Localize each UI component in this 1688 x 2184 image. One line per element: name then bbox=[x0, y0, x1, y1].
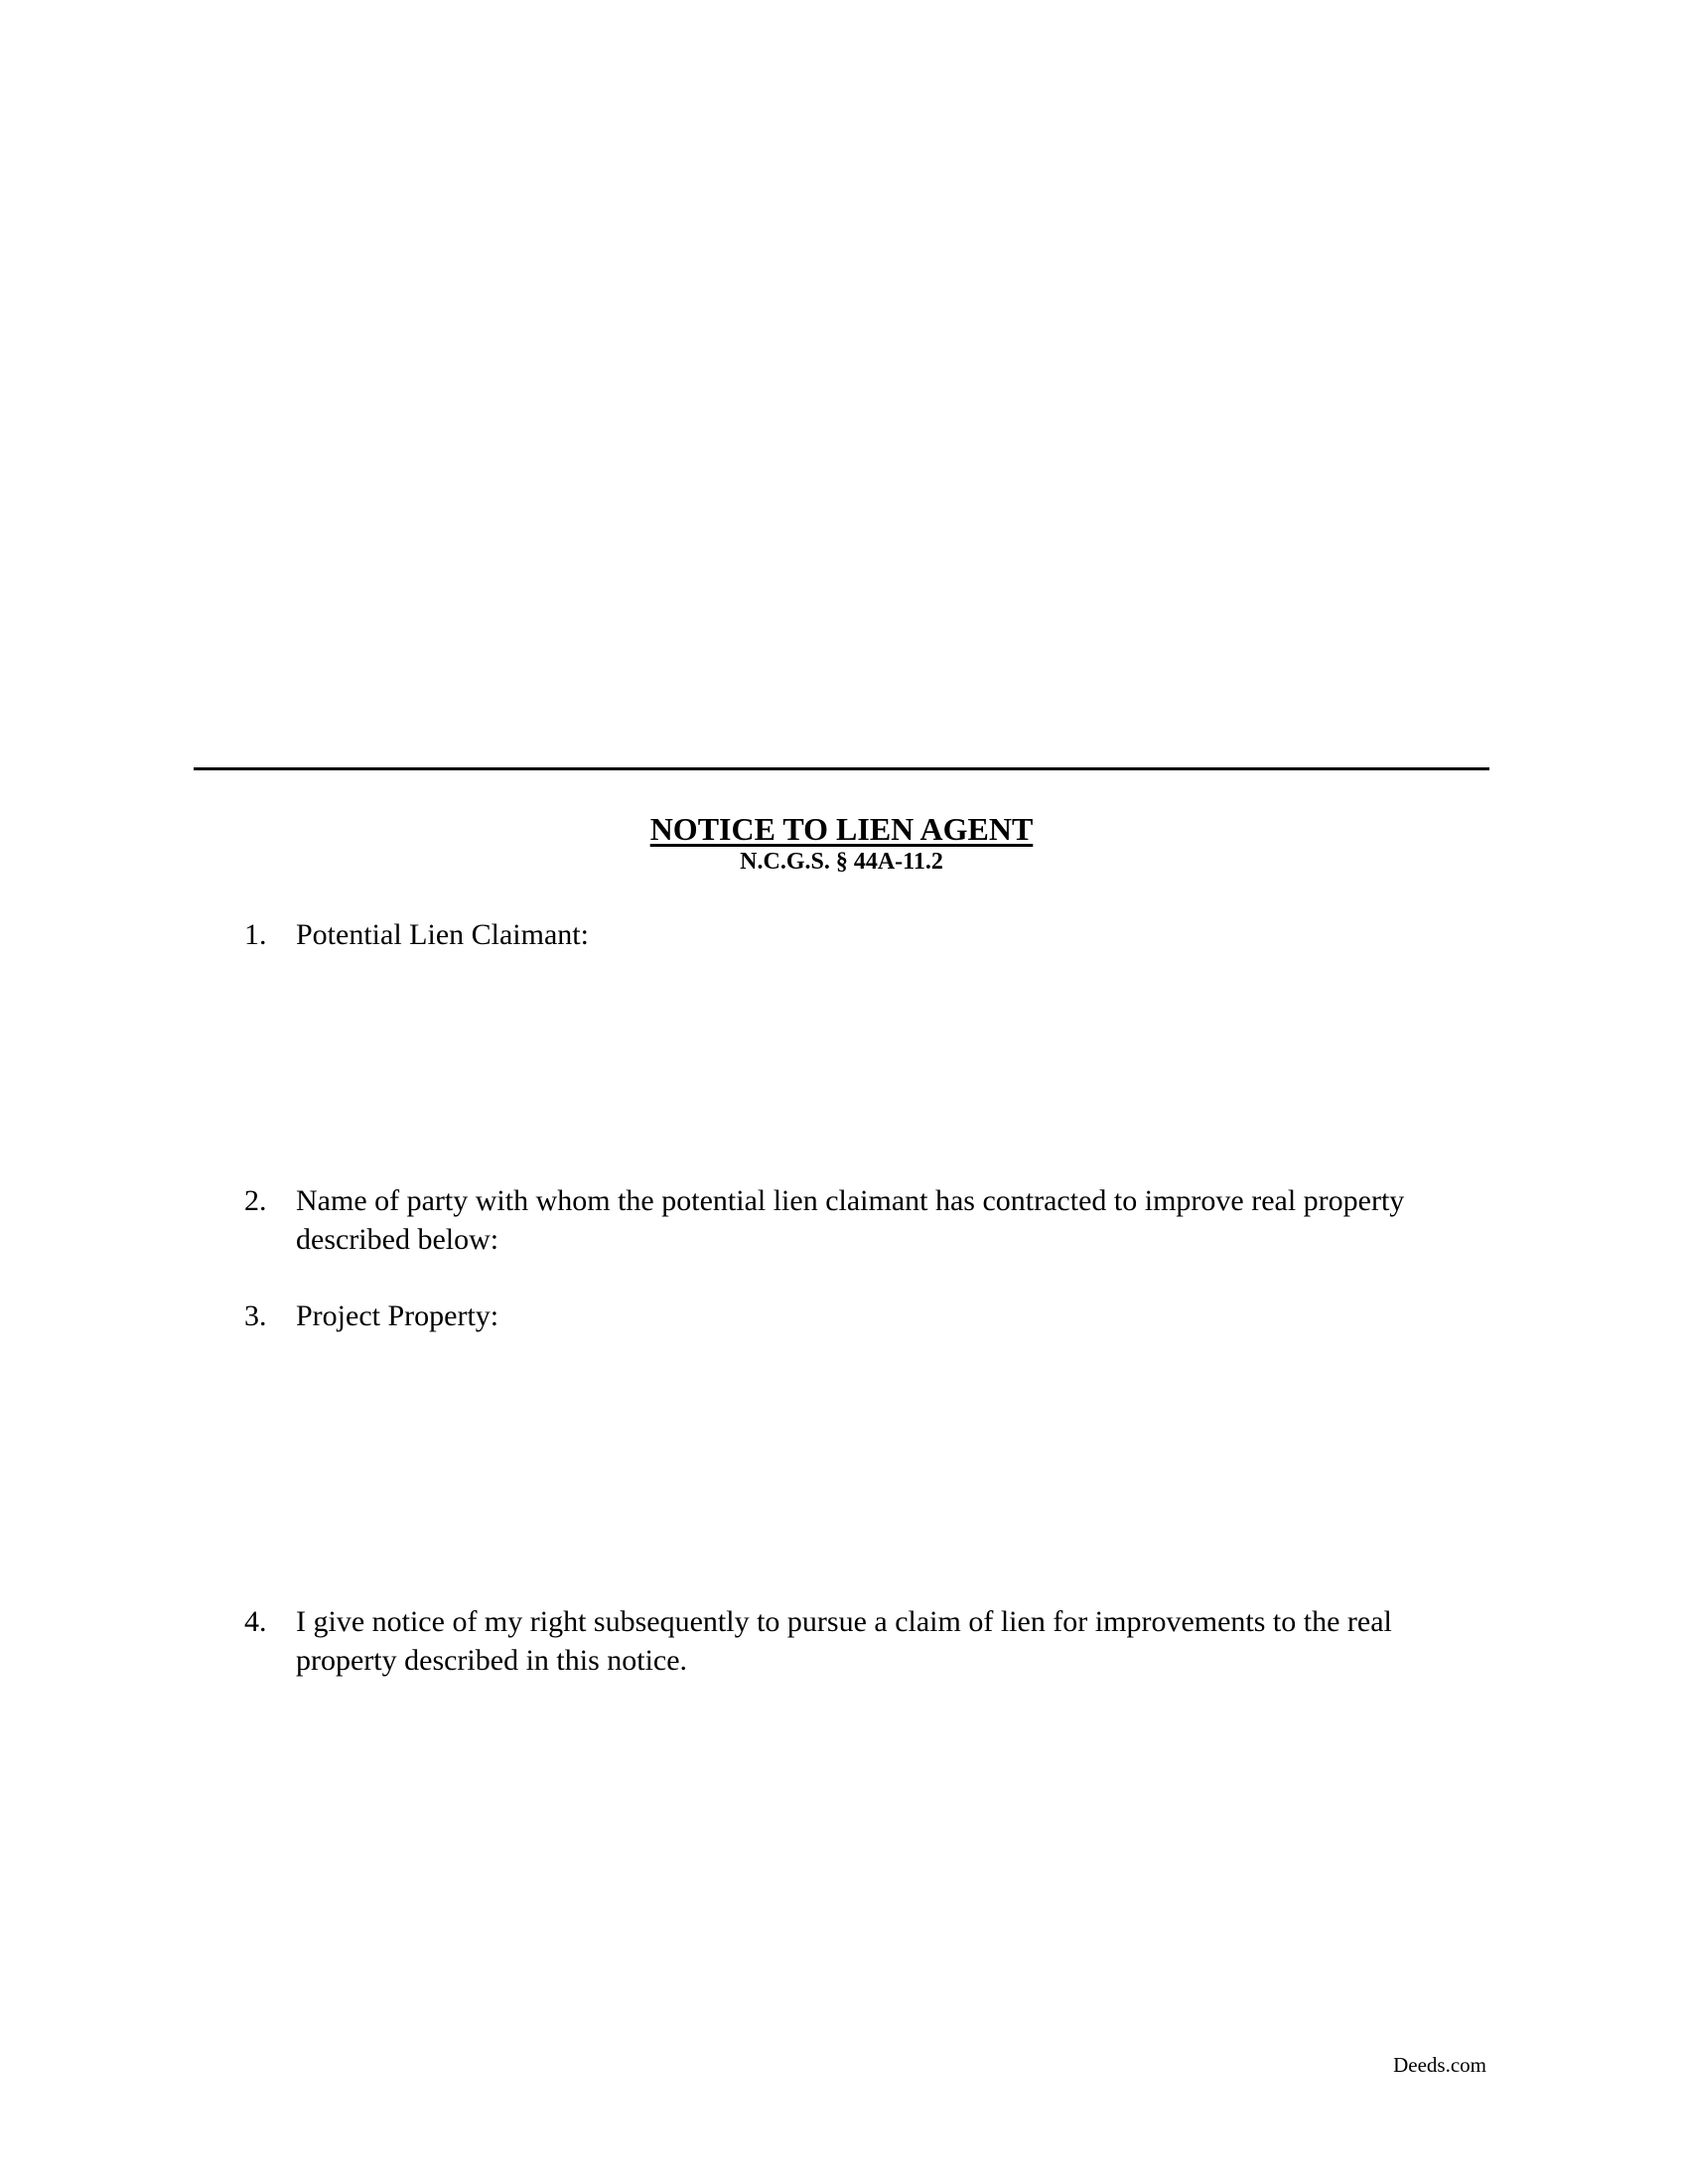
item-text: Name of party with whom the potential lien claimant has contracted to improve real property described below: bbox=[296, 1184, 1405, 1256]
header-divider-line bbox=[194, 767, 1489, 770]
document-title: NOTICE TO LIEN AGENT bbox=[649, 811, 1034, 847]
item-text: Potential Lien Claimant: bbox=[296, 918, 589, 951]
item-number: 3. bbox=[244, 1299, 267, 1332]
item-number: 2. bbox=[244, 1184, 267, 1217]
item-number: 1. bbox=[244, 918, 267, 951]
item-text: Project Property: bbox=[296, 1299, 499, 1332]
title-block bbox=[194, 810, 1489, 876]
footer-brand: Deeds.com bbox=[1393, 2053, 1486, 2077]
item-number: 4. bbox=[244, 1605, 267, 1638]
item-text: I give notice of my right subsequently to pursue a claim of lien for improvements to the real property described in this notice. bbox=[296, 1605, 1392, 1677]
statute-citation: N.C.G.S. § 44A-11.2 bbox=[740, 849, 943, 875]
